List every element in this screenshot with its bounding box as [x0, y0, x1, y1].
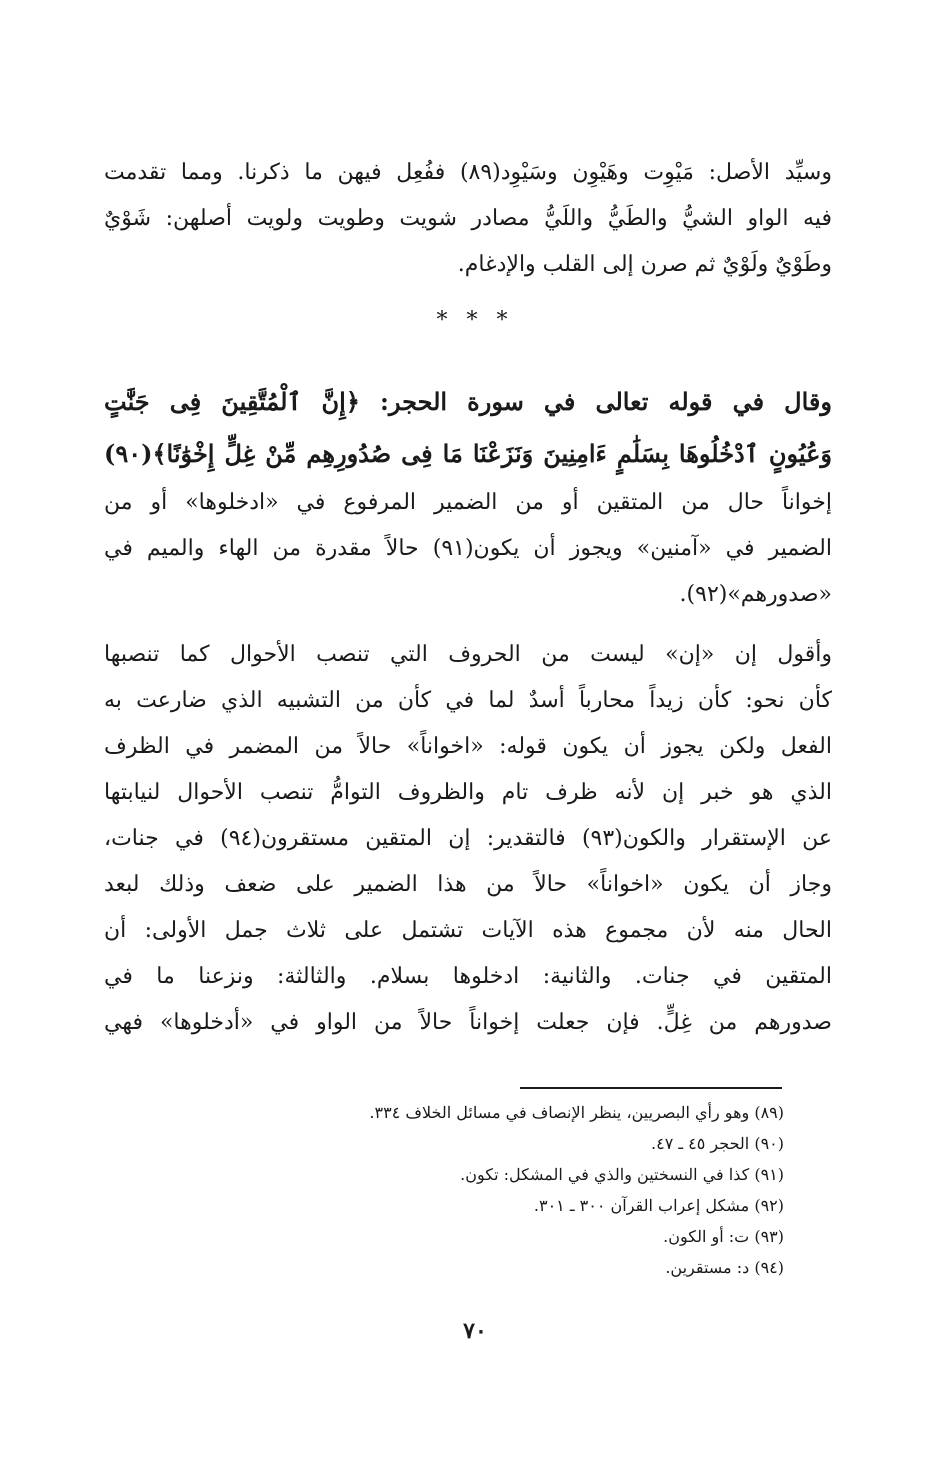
footnote: (٩١) كذا في النسختين والذي في المشكل: تكون. [460, 1165, 784, 1184]
text-line: إخواناً حال من المتقين أو من الضمير المرفوع في «ادخلوها» أو من [104, 490, 832, 515]
quran-verse-line: وقال في قوله تعالى في سورة الحجر: ﴿إِنَّ ٱلْمُتَّقِينَ فِى جَنَّٰتٍ [104, 387, 832, 416]
text-line: الذي هو خبر إن لأنه ظرف تام والظروف التوامُّ تنصب الأحوال لنيابتها [104, 780, 832, 805]
text-line: كأن نحو: كأن زيداً محارباً أسدٌ لما في كأن من التشبيه الذي ضارعت به [104, 688, 832, 713]
text-line: الحال منه لأن مجموع هذه الآيات تشتمل على ثلاث جمل الأولى: أن [104, 918, 832, 943]
footnote: (٩٠) الحجر ٤٥ ـ ٤٧. [651, 1134, 784, 1153]
footnotes [104, 1097, 784, 1283]
text-line: الضمير في «آمنين» ويجوز أن يكون(٩١) حالاً مقدرة من الهاء والميم في [104, 536, 832, 561]
text-line: فيه الواو الشيُّ والطَيُّ واللَيُّ مصادر شويت وطويت ولويت أصلهن: شَوْيٌ [104, 206, 832, 231]
text-line: صدورهم من غِلٍّ. فإن جعلت إخواناً حالاً من الواو في «أدخلوها» فهي [104, 1010, 832, 1035]
footnote: (٩٢) مشكل إعراب القرآن ٣٠٠ ـ ٣٠١. [533, 1196, 784, 1215]
paragraph-1 [104, 150, 832, 288]
paragraph-3 [104, 632, 832, 1046]
text-line: وجاز أن يكون «اخواناً» حالاً من هذا الضمير على ضعف وذلك لبعد [104, 872, 832, 897]
text-line: وسيِّد الأصل: مَيْوِت وهَيْوِن وسَيْوِد(٨٩) ففُعِل فيهن ما ذكرنا. ومما تقدمت [104, 160, 832, 185]
page-number: ٧٠ [463, 1318, 487, 1344]
section-separator: * * * [436, 308, 514, 333]
quran-verse-line: وَعُيُونٍ ٱدْخُلُوهَا بِسَلَٰمٍ ءَامِنِينَ وَنَزَعْنَا مَا فِى صُدُورِهِم مِّنْ غِلٍّ إِخْوَٰنًا﴾(٩٠) [104, 439, 832, 468]
text-line: «صدورهم»(٩٢). [679, 582, 832, 607]
paragraph-2 [104, 376, 832, 618]
footnote-divider [520, 1087, 782, 1089]
footnote: (٨٩) وهو رأي البصريين، ينظر الإنصاف في مسائل الخلاف ٣٣٤. [369, 1103, 784, 1122]
footnote: (٩٣) ت: أو الكون. [663, 1227, 784, 1246]
text-line: عن الإستقرار والكون(٩٣) فالتقدير: إن المتقين مستقرون(٩٤) في جنات، [104, 826, 832, 851]
footnote: (٩٤) د: مستقرين. [665, 1258, 784, 1277]
text-line: وطَوْيٌ ولَوْيٌ ثم صرن إلى القلب والإدغام. [457, 252, 832, 277]
text-line: الفعل ولكن يجوز أن يكون قوله: «اخواناً» حالاً من المضمر في الظرف [104, 734, 832, 759]
text-line: وأقول إن «إن» ليست من الحروف التي تنصب الأحوال كما تنصبها [104, 642, 832, 667]
text-line: المتقين في جنات. والثانية: ادخلوها بسلام. والثالثة: ونزعنا ما في [104, 964, 832, 989]
